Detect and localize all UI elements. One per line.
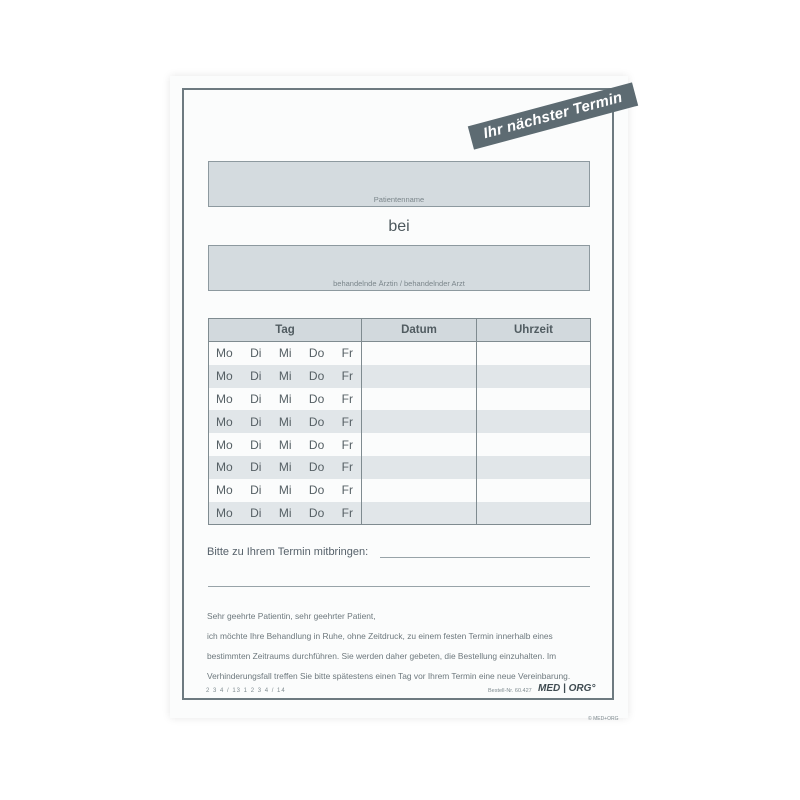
day-option[interactable]: Di — [250, 391, 262, 406]
table-row — [209, 342, 591, 365]
time-cell[interactable] — [477, 433, 591, 456]
day-option[interactable]: Mi — [278, 460, 292, 475]
day-option[interactable]: Do — [308, 369, 325, 384]
bring-line-1[interactable] — [380, 557, 590, 558]
day-option[interactable]: Mi — [278, 437, 292, 452]
day-option[interactable]: Fr — [341, 505, 353, 520]
day-cell — [209, 433, 362, 456]
doctor-name-caption: behandelnde Ärztin / behandelnder Arzt — [333, 279, 465, 288]
day-option[interactable]: Do — [308, 346, 325, 361]
time-cell[interactable] — [477, 456, 591, 479]
date-cell[interactable] — [362, 365, 477, 388]
med-org-logo: MED | ORG° — [538, 683, 596, 694]
table-row — [209, 456, 591, 479]
day-cell — [209, 456, 362, 479]
day-cell — [209, 502, 362, 525]
patient-name-caption: Patientenname — [373, 195, 425, 204]
header-uhrzeit: Uhrzeit — [477, 319, 591, 342]
day-option[interactable]: Di — [250, 369, 262, 384]
day-option[interactable]: Fr — [341, 460, 353, 475]
appointment-table — [208, 318, 591, 525]
day-option[interactable]: Do — [308, 437, 325, 452]
time-cell[interactable] — [477, 365, 591, 388]
day-option[interactable]: Mo — [216, 460, 233, 475]
day-option[interactable]: Do — [308, 414, 325, 429]
date-cell[interactable] — [362, 502, 477, 525]
paragraph-line: Verhinderungsfall treffen Sie bitte spätestens einen Tag vor Ihrem Termin eine neue Vereinbarung. — [207, 671, 571, 681]
time-cell[interactable] — [477, 410, 591, 433]
day-option[interactable]: Di — [250, 483, 262, 498]
date-cell[interactable] — [362, 410, 477, 433]
patient-name-field[interactable] — [208, 161, 590, 207]
table-row — [209, 433, 591, 456]
day-option[interactable]: Fr — [341, 346, 353, 361]
table-row — [209, 479, 591, 502]
table-row — [209, 388, 591, 411]
day-option[interactable]: Fr — [341, 483, 353, 498]
day-option[interactable]: Mi — [278, 483, 292, 498]
day-option[interactable]: Mi — [278, 505, 292, 520]
date-cell[interactable] — [362, 433, 477, 456]
day-option[interactable]: Do — [308, 460, 325, 475]
paragraph-line: bestimmten Zeitraums durchführen. Sie werden daher gebeten, die Bestellung einzuhalten. Im — [207, 651, 557, 661]
date-cell[interactable] — [362, 342, 477, 365]
doctor-name-field[interactable] — [208, 245, 590, 291]
day-option[interactable]: Mi — [278, 414, 292, 429]
appointment-card — [170, 76, 628, 718]
day-option[interactable]: Mo — [216, 505, 233, 520]
day-option[interactable]: Fr — [341, 391, 353, 406]
day-option[interactable]: Mi — [278, 346, 292, 361]
bei-label: bei — [388, 218, 410, 235]
day-option[interactable]: Di — [250, 414, 262, 429]
bring-line-2[interactable] — [208, 586, 590, 587]
paragraph-line: ich möchte Ihre Behandlung in Ruhe, ohne Zeitdruck, zu einem festen Termin innerhalb eines — [207, 631, 553, 641]
day-option[interactable]: Di — [250, 437, 262, 452]
header-tag: Tag — [209, 319, 362, 342]
date-cell[interactable] — [362, 479, 477, 502]
day-option[interactable]: Mo — [216, 369, 233, 384]
time-cell[interactable] — [477, 388, 591, 411]
day-option[interactable]: Fr — [341, 369, 353, 384]
day-cell — [209, 342, 362, 365]
day-option[interactable]: Di — [250, 505, 262, 520]
day-option[interactable]: Fr — [341, 414, 353, 429]
day-option[interactable]: Mi — [278, 369, 292, 384]
day-option[interactable]: Mo — [216, 391, 233, 406]
header-datum: Datum — [362, 319, 477, 342]
footer-numbers: 2 3 4 / 13 1 2 3 4 / 14 — [206, 688, 286, 694]
day-option[interactable]: Di — [250, 460, 262, 475]
time-cell[interactable] — [477, 342, 591, 365]
copyright-note: © MED+ORG — [588, 716, 619, 722]
order-number: Bestell-Nr. 60.427 — [488, 688, 532, 694]
day-option[interactable]: Do — [308, 505, 325, 520]
table-row — [209, 502, 591, 525]
title-banner: Ihr nächster Termin — [468, 82, 638, 149]
day-cell — [209, 479, 362, 502]
table-row — [209, 365, 591, 388]
day-option[interactable]: Do — [308, 391, 325, 406]
date-cell[interactable] — [362, 456, 477, 479]
bring-label: Bitte zu Ihrem Termin mitbringen: — [207, 546, 369, 558]
day-option[interactable]: Mi — [278, 391, 292, 406]
day-option[interactable]: Mo — [216, 437, 233, 452]
paragraph-line: Sehr geehrte Patientin, sehr geehrter Patient, — [207, 611, 376, 621]
time-cell[interactable] — [477, 479, 591, 502]
time-cell[interactable] — [477, 502, 591, 525]
day-option[interactable]: Di — [250, 346, 262, 361]
day-option[interactable]: Fr — [341, 437, 353, 452]
table-row — [209, 410, 591, 433]
date-cell[interactable] — [362, 388, 477, 411]
day-cell — [209, 365, 362, 388]
info-paragraph — [207, 606, 592, 686]
day-option[interactable]: Mo — [216, 483, 233, 498]
day-option[interactable]: Mo — [216, 414, 233, 429]
day-option[interactable]: Do — [308, 483, 325, 498]
day-option[interactable]: Mo — [216, 346, 233, 361]
day-cell — [209, 388, 362, 411]
day-cell — [209, 410, 362, 433]
